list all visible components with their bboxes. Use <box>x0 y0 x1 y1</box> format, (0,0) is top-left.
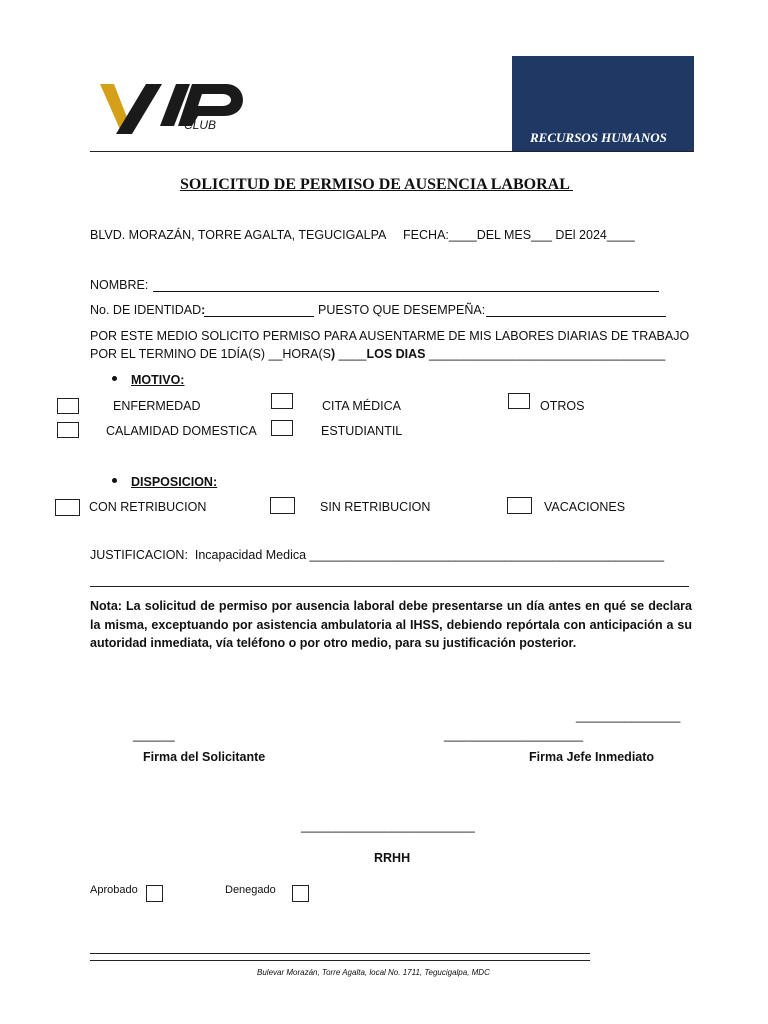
department-label: RECURSOS HUMANOS <box>530 130 667 145</box>
vip-logo-graphic <box>98 76 254 138</box>
disposicion-heading-text: DISPOSICION: <box>131 475 218 489</box>
footer-divider-top <box>90 953 590 954</box>
justificacion-second-line[interactable] <box>90 586 689 587</box>
request-line-2-c: ____ <box>335 347 367 361</box>
signature-jefe-label: Firma Jefe Inmediato <box>529 750 655 764</box>
signature-solicitante-label: Firma del Solicitante <box>143 750 266 764</box>
request-line-2-b: ) <box>331 347 336 361</box>
motivo-heading <box>112 372 184 388</box>
request-line-1: POR ESTE MEDIO SOLICITO PERMISO PARA AUSENTARME DE MIS LABORES DIARIAS DE TRABAJO <box>90 329 690 343</box>
signature-line-left-short: ______ <box>133 728 175 742</box>
checkbox-vacaciones[interactable] <box>507 497 532 514</box>
identidad-colon: : <box>201 303 206 317</box>
bullet-icon <box>112 478 117 483</box>
checkbox-calamidad-domestica[interactable] <box>57 422 79 438</box>
option-cita-medica-label: CITA MÉDICA <box>322 399 401 413</box>
option-enfermedad-label: ENFERMEDAD <box>113 399 201 413</box>
bullet-icon <box>112 376 117 381</box>
signature-line-mid: ____________________ <box>444 728 584 742</box>
checkbox-denegado[interactable] <box>292 885 309 902</box>
footer-address: Bulevar Morazán, Torre Agalta, local No. 1711, Tegucigalpa, MDC <box>257 968 490 977</box>
puesto-label: PUESTO QUE DESEMPEÑA: <box>318 303 486 317</box>
option-estudiantil-label: ESTUDIANTIL <box>321 424 403 438</box>
header-divider <box>90 151 694 152</box>
request-line-2-d: LOS DIAS <box>366 347 426 361</box>
checkbox-otros[interactable] <box>508 393 530 409</box>
option-vacaciones-label: VACACIONES <box>544 500 626 514</box>
request-line-2-e: __________________________________ <box>425 347 666 361</box>
identidad-label <box>90 302 205 318</box>
request-line-2-a: POR EL TERMINO DE 1DÍA(S) __HORA(S <box>90 347 332 361</box>
checkbox-estudiantil[interactable] <box>271 420 293 436</box>
denegado-label: Denegado <box>225 884 276 896</box>
signature-line-right: _______________ <box>576 709 681 723</box>
aprobado-label: Aprobado <box>90 884 138 896</box>
option-sin-retribucion-label: SIN RETRIBUCION <box>320 500 431 514</box>
note-paragraph: Nota: La solicitud de permiso por ausencia laboral debe presentarse un día antes en qué se declara la misma, exceptuando por asistencia ambulatoria al IHSS, debiendo repórtala con anticipación a su autoridad inmediata, vía teléfono o por otro medio, para su justificación posterior. <box>90 599 692 650</box>
puesto-field[interactable] <box>486 316 666 317</box>
department-banner <box>512 56 694 151</box>
checkbox-aprobado[interactable] <box>146 885 163 902</box>
nombre-label: NOMBRE: <box>90 278 149 292</box>
motivo-heading-text: MOTIVO: <box>131 373 185 387</box>
logo-sub-text: CLUB <box>184 118 217 132</box>
identidad-label-text: No. DE IDENTIDAD <box>90 303 202 317</box>
checkbox-sin-retribucion[interactable] <box>270 497 295 514</box>
justificacion-line[interactable] <box>90 547 664 563</box>
checkbox-con-retribucion[interactable] <box>55 499 80 516</box>
option-con-retribucion-label: CON RETRIBUCION <box>89 500 207 514</box>
signature-line-rrhh: _________________________ <box>301 819 475 833</box>
company-logo <box>98 76 254 138</box>
footer-divider-bottom <box>90 960 590 961</box>
justificacion-blank: ___________________________________________________ <box>309 548 665 562</box>
rrhh-label: RRHH <box>374 851 411 865</box>
disposicion-heading <box>112 474 217 490</box>
option-otros-label: OTROS <box>540 399 585 413</box>
request-line-2 <box>90 346 665 362</box>
checkbox-enfermedad[interactable] <box>57 398 79 414</box>
form-title: SOLICITUD DE PERMISO DE AUSENCIA LABORAL <box>180 176 573 193</box>
justificacion-label: JUSTIFICACION: Incapacidad Medica <box>90 548 310 562</box>
checkbox-cita-medica[interactable] <box>271 393 293 409</box>
address-date-line: BLVD. MORAZÁN, TORRE AGALTA, TEGUCIGALPA FECHA:____DEL MES___ DEl 2024____ <box>90 228 635 242</box>
nombre-field[interactable] <box>153 291 659 292</box>
identidad-field[interactable] <box>204 316 314 317</box>
option-calamidad-label: CALAMIDAD DOMESTICA <box>106 424 257 438</box>
